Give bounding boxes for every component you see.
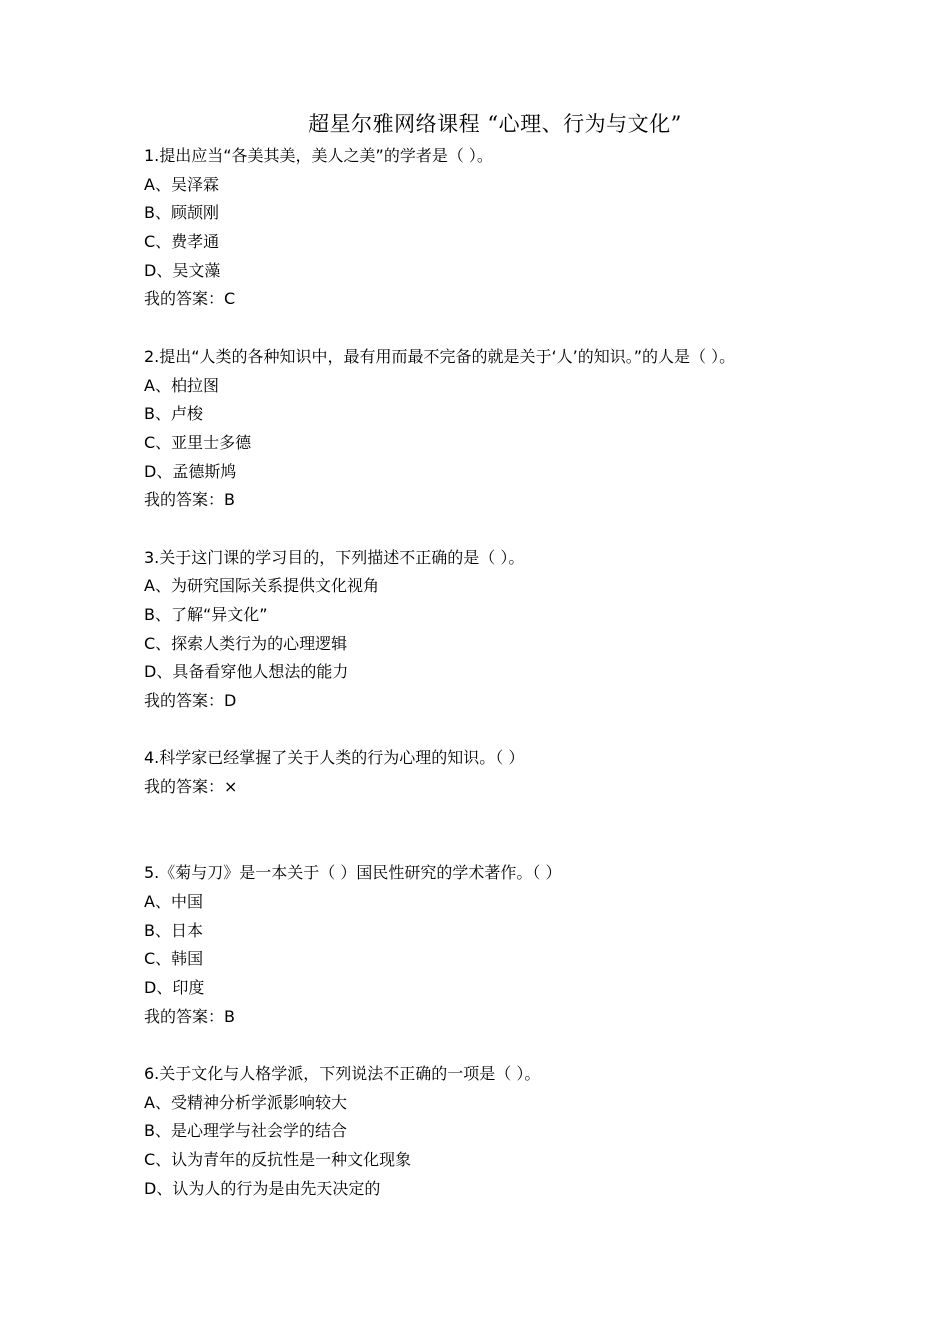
- option-a: A、中国: [144, 891, 203, 911]
- spacer: [144, 1031, 924, 1060]
- option-c: C、探索人类行为的心理逻辑: [144, 633, 348, 653]
- option-d: D、吴文藻: [144, 260, 221, 280]
- question-2: [144, 343, 924, 515]
- option-b: B、了解“异文化”: [144, 605, 268, 624]
- option-d: D、孟德斯鸠: [144, 461, 237, 481]
- question-4: [144, 744, 924, 801]
- option-b: B、卢梭: [144, 404, 203, 424]
- my-answer: 我的答案：B: [144, 490, 235, 510]
- question-stem: 5.《菊与刀》是一本关于（ ）国民性研究的学术著作。（ ）: [144, 863, 562, 883]
- question-list: [144, 142, 924, 1203]
- option-c: C、亚里士多德: [144, 432, 252, 452]
- option-b: B、日本: [144, 920, 203, 940]
- option-a: A、柏拉图: [144, 375, 219, 395]
- my-answer: 我的答案：×: [144, 777, 238, 797]
- spacer: [144, 314, 924, 343]
- question-stem: 6.关于文化与人格学派，下列说法不正确的一项是（ ）。: [144, 1064, 541, 1084]
- question-stem: 3.关于这门课的学习目的，下列描述不正确的是（ ）。: [144, 547, 525, 567]
- option-d: D、具备看穿他人想法的能力: [144, 662, 349, 682]
- question-3: [144, 544, 924, 716]
- option-b: B、是心理学与社会学的结合: [144, 1121, 347, 1141]
- option-d: D、认为人的行为是由先天决定的: [144, 1178, 381, 1198]
- my-answer: 我的答案：B: [144, 1006, 235, 1026]
- question-stem: 4.科学家已经掌握了关于人类的行为心理的知识。（ ）: [144, 748, 525, 768]
- question-stem: 2.提出“人类的各种知识中，最有用而最不完备的就是关于‘人’的知识。”的人是（ ）。: [144, 346, 736, 366]
- option-d: D、印度: [144, 977, 205, 997]
- question-6: [144, 1060, 924, 1203]
- option-a: A、吴泽霖: [144, 174, 219, 194]
- question-1: [144, 142, 924, 314]
- my-answer: 我的答案：D: [144, 691, 237, 711]
- option-a: A、受精神分析学派影响较大: [144, 1092, 347, 1112]
- my-answer: 我的答案：C: [144, 289, 236, 309]
- spacer: [144, 716, 924, 745]
- question-5: [144, 859, 924, 1031]
- question-stem: 1.提出应当“各美其美，美人之美”的学者是（ ）。: [144, 146, 493, 165]
- option-c: C、费孝通: [144, 232, 220, 252]
- document-title: 超星尔雅网络课程 “心理、行为与文化”: [308, 112, 682, 136]
- option-c: C、韩国: [144, 949, 204, 969]
- spacer: [144, 802, 924, 859]
- spacer: [144, 515, 924, 544]
- option-b: B、顾颉刚: [144, 203, 219, 223]
- option-a: A、为研究国际关系提供文化视角: [144, 576, 379, 596]
- option-c: C、认为青年的反抗性是一种文化现象: [144, 1150, 412, 1170]
